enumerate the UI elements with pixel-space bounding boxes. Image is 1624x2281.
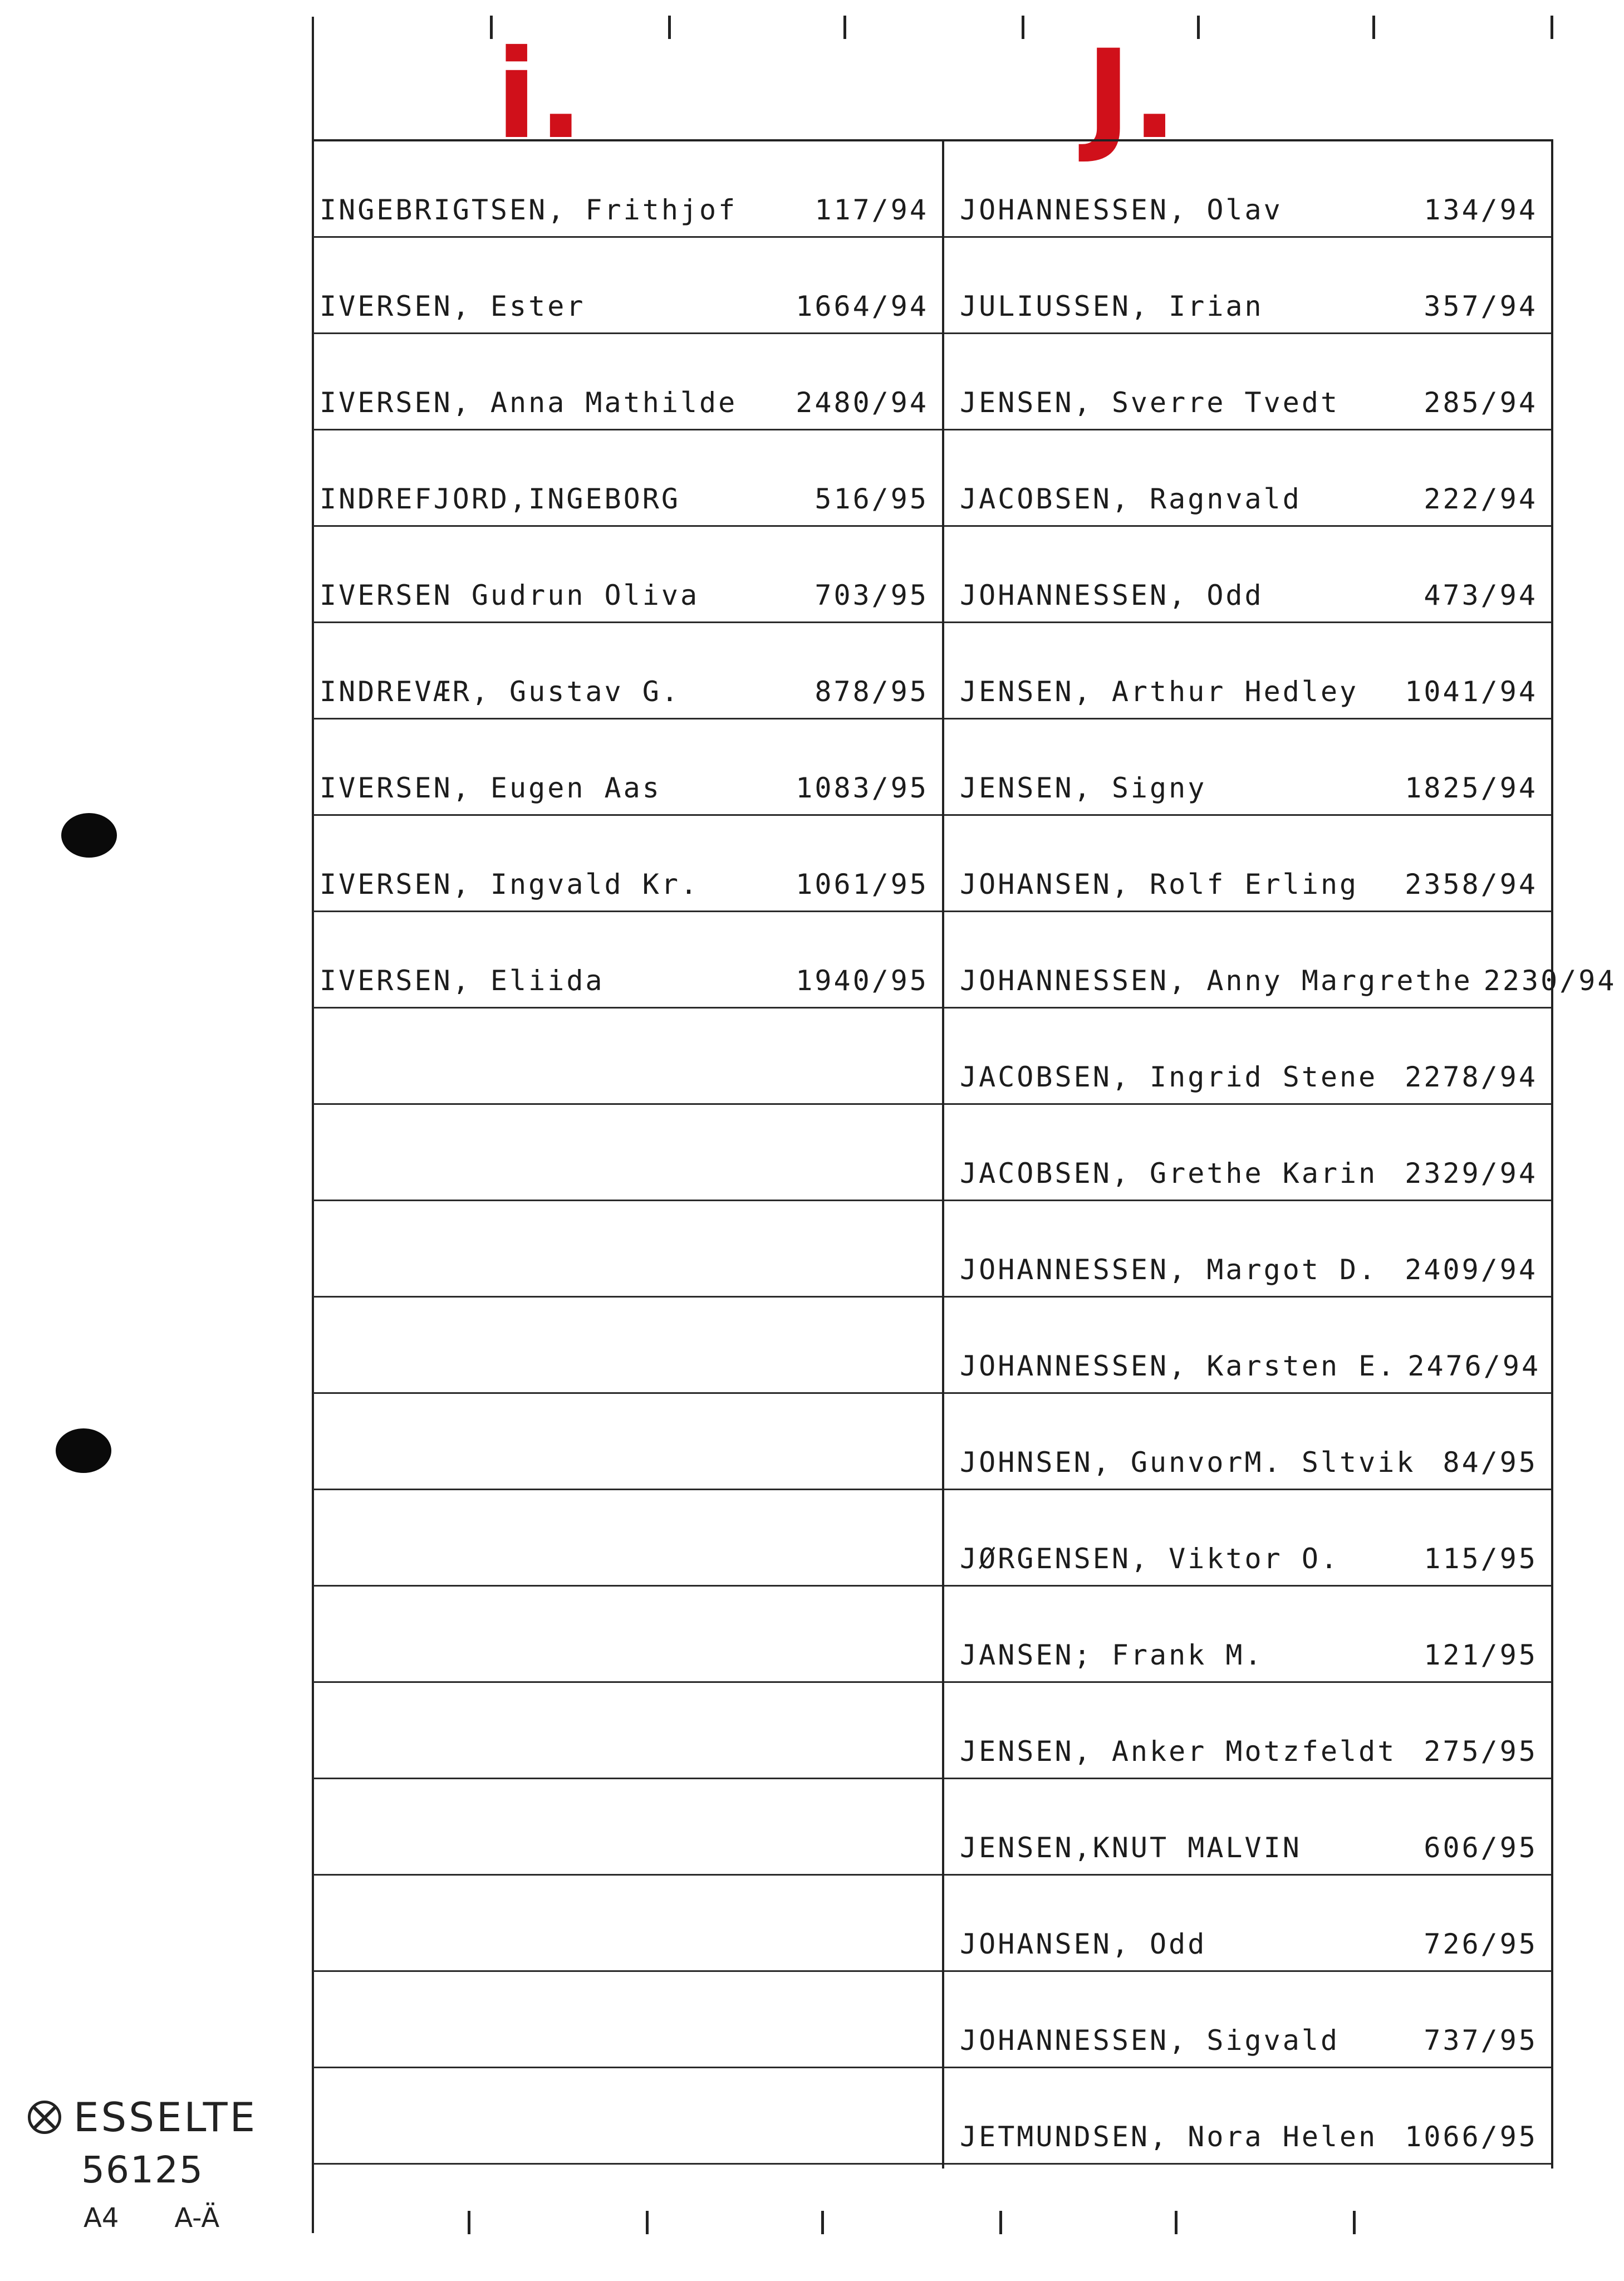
entry-number: 473/94 xyxy=(1424,579,1538,611)
table-row xyxy=(944,1298,1551,1394)
entry-number: 516/95 xyxy=(815,483,929,515)
entry-name: INDREFJORD,INGEBORG xyxy=(320,483,680,515)
entry-number: 2409/94 xyxy=(1405,1254,1538,1286)
empty-row xyxy=(313,1009,942,1105)
entry-number: 1083/95 xyxy=(796,772,929,804)
entry-number: 357/94 xyxy=(1424,290,1538,322)
register-table xyxy=(313,139,1617,2166)
entry-number: 2476/94 xyxy=(1407,1350,1541,1382)
top-tick xyxy=(1197,16,1200,39)
entry-name: IVERSEN, Ester xyxy=(320,290,586,322)
column-i xyxy=(313,139,942,2169)
paper-format: A4 xyxy=(84,2202,119,2234)
entry-number: 134/94 xyxy=(1424,194,1538,226)
entry-name: JULIUSSEN, Irian xyxy=(960,290,1264,322)
table-row xyxy=(944,1587,1551,1683)
table-row xyxy=(944,719,1551,816)
entry-number: 222/94 xyxy=(1424,483,1538,515)
empty-row xyxy=(313,1779,942,1876)
entry-number: 84/95 xyxy=(1443,1446,1538,1479)
table-row xyxy=(944,1972,1551,2068)
table-row xyxy=(944,623,1551,719)
brand-format-row xyxy=(84,2202,257,2234)
empty-row xyxy=(313,1105,942,1201)
table-row xyxy=(313,623,942,719)
entry-name: IVERSEN, Ingvald Kr. xyxy=(320,868,700,900)
entry-number: 703/95 xyxy=(815,579,929,611)
entry-name: JENSEN, Sverre Tvedt xyxy=(960,386,1340,419)
top-tick xyxy=(1022,16,1024,39)
entry-number: 1664/94 xyxy=(796,290,929,322)
entry-number: 117/94 xyxy=(815,194,929,226)
entry-number: 285/94 xyxy=(1424,386,1538,419)
entry-name: JOHANNESSEN, Sigvald xyxy=(960,2024,1340,2057)
entry-name: JENSEN, Anker Motzfeldt xyxy=(960,1735,1397,1768)
table-row xyxy=(944,430,1551,527)
entry-number: 2480/94 xyxy=(796,386,929,419)
entry-name: INDREVÆR, Gustav G. xyxy=(320,676,680,708)
section-letter-i: i. xyxy=(495,23,584,166)
index-range: A-Ä xyxy=(174,2202,220,2234)
table-row xyxy=(313,141,942,238)
punch-hole xyxy=(61,813,117,858)
table-row xyxy=(944,2068,1551,2165)
table-row xyxy=(944,1105,1551,1201)
table-row xyxy=(944,1490,1551,1587)
entry-number: 275/95 xyxy=(1424,1735,1538,1768)
entry-name: JOHANNESSEN, Olav xyxy=(960,194,1283,226)
entry-name: JOHANNESSEN, Karsten E. xyxy=(960,1350,1397,1382)
top-tick xyxy=(1551,16,1553,39)
top-tick xyxy=(668,16,671,39)
entry-number: 1825/94 xyxy=(1405,772,1538,804)
entry-name: JACOBSEN, Ragnvald xyxy=(960,483,1302,515)
table-row xyxy=(944,1201,1551,1298)
entry-number: 115/95 xyxy=(1424,1543,1538,1575)
empty-row xyxy=(313,1201,942,1298)
table-row xyxy=(944,1876,1551,1972)
top-tick xyxy=(843,16,846,39)
entry-name: JOHNSEN, GunvorM. Sltvik xyxy=(960,1446,1416,1479)
empty-row xyxy=(313,1876,942,1972)
top-tick xyxy=(1372,16,1375,39)
entry-name: JANSEN; Frank M. xyxy=(960,1639,1264,1671)
table-row xyxy=(313,430,942,527)
entry-number: 606/95 xyxy=(1424,1832,1538,1864)
table-row xyxy=(313,719,942,816)
brand-imprint xyxy=(28,2094,257,2234)
entry-name: JENSEN, Arthur Hedley xyxy=(960,676,1359,708)
column-j xyxy=(942,139,1617,2169)
entry-name: JACOBSEN, Grethe Karin xyxy=(960,1157,1378,1190)
bottom-tick xyxy=(646,2211,649,2234)
table-row xyxy=(944,1779,1551,1876)
entry-number: 737/95 xyxy=(1424,2024,1538,2057)
entry-number: 2278/94 xyxy=(1405,1061,1538,1093)
entry-number: 2230/94 xyxy=(1483,965,1617,997)
entry-name: IVERSEN, Eliida xyxy=(320,965,605,997)
entry-name: JENSEN, Signy xyxy=(960,772,1207,804)
entry-name: IVERSEN, Anna Mathilde xyxy=(320,386,738,419)
section-letter-j: J. xyxy=(1086,23,1178,166)
table-row xyxy=(944,1394,1551,1490)
entry-number: 1940/95 xyxy=(796,965,929,997)
empty-row xyxy=(313,1683,942,1779)
entry-number: 2329/94 xyxy=(1405,1157,1538,1190)
entry-number: 878/95 xyxy=(815,676,929,708)
entry-name: IVERSEN, Eugen Aas xyxy=(320,772,661,804)
entry-name: JOHANNESSEN, Anny Margrethe xyxy=(960,965,1473,997)
table-row xyxy=(944,912,1617,1009)
bottom-tick xyxy=(1175,2211,1177,2234)
entry-number: 2358/94 xyxy=(1405,868,1538,900)
empty-row xyxy=(313,1298,942,1394)
bottom-tick xyxy=(468,2211,470,2234)
brand-name: ESSELTE xyxy=(73,2094,258,2141)
bottom-tick xyxy=(1353,2211,1356,2234)
esselte-logo-icon xyxy=(28,2101,61,2134)
table-row xyxy=(944,527,1551,623)
table-row xyxy=(944,1683,1551,1779)
table-row xyxy=(313,238,942,334)
entry-number: 1066/95 xyxy=(1405,2121,1538,2153)
entry-name: INGEBRIGTSEN, Frithjof xyxy=(320,194,738,226)
entry-name: JOHANNESSEN, Odd xyxy=(960,579,1264,611)
table-row xyxy=(313,527,942,623)
empty-row xyxy=(313,1587,942,1683)
bottom-tick xyxy=(999,2211,1002,2234)
entry-name: JETMUNDSEN, Nora Helen xyxy=(960,2121,1378,2153)
entry-name: JOHANNESSEN, Margot D. xyxy=(960,1254,1378,1286)
entry-number: 1061/95 xyxy=(796,868,929,900)
entry-number: 1041/94 xyxy=(1405,676,1538,708)
table-row xyxy=(313,912,942,1009)
entry-name: JOHANSEN, Odd xyxy=(960,1928,1207,1960)
table-row xyxy=(313,816,942,912)
table-row xyxy=(944,816,1551,912)
bottom-tick xyxy=(821,2211,824,2234)
empty-row xyxy=(313,1490,942,1587)
entry-name: JOHANSEN, Rolf Erling xyxy=(960,868,1359,900)
punch-hole xyxy=(56,1428,111,1473)
empty-row xyxy=(313,1394,942,1490)
empty-row xyxy=(313,2068,942,2165)
table-row xyxy=(944,238,1551,334)
entry-name: JENSEN,KNUT MALVIN xyxy=(960,1832,1302,1864)
table-row xyxy=(944,141,1551,238)
table-row xyxy=(944,334,1551,430)
top-tick xyxy=(490,16,493,39)
entry-name: JØRGENSEN, Viktor O. xyxy=(960,1543,1340,1575)
entry-name: JACOBSEN, Ingrid Stene xyxy=(960,1061,1378,1093)
entry-name: IVERSEN Gudrun Oliva xyxy=(320,579,700,611)
table-row xyxy=(944,1009,1551,1105)
empty-row xyxy=(313,1972,942,2068)
entry-number: 121/95 xyxy=(1424,1639,1538,1671)
brand-code: 56125 xyxy=(81,2148,204,2191)
table-row xyxy=(313,334,942,430)
entry-number: 726/95 xyxy=(1424,1928,1538,1960)
brand-row xyxy=(28,2094,257,2141)
